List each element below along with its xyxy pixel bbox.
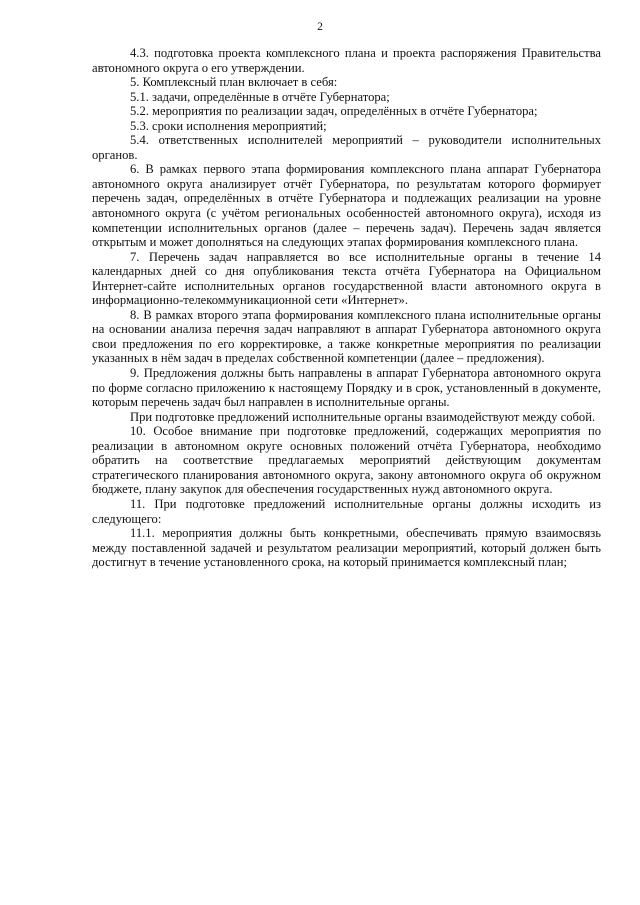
paragraph-7: 7. Перечень задач направляется во все исполнительные органы в течение 14 календарных дней со дня опубликования текста отчёта Губернатора на Официальном Интернет-сайте исполнительных органов государственной власти автономного округа в информационно-телекоммуникационной сети «Интернет». [92,249,601,308]
paragraph-9-note: При подготовке предложений исполнительные органы взаимодействуют между собой. [130,409,596,424]
document-body [92,46,601,570]
paragraph-5-3: 5.3. сроки исполнения мероприятий; [130,118,327,133]
paragraph-6: 6. В рамках первого этапа формирования комплексного плана аппарат Губернатора автономного округа анализирует отчёт Губернатора, по результатам которого формирует перечень задач, определённых в отчёте Губернатора и подлежащих реализации на уровне автономного округа (с учётом региональных особенностей автономного округа), исходя из компетенции исполнительных органов (далее – перечень задач). Перечень задач является открытым и может дополняться на следующих этапах формирования комплексного плана. [92,162,601,250]
paragraph-11: 11. При подготовке предложений исполнительные органы должны исходить из следующего: [92,496,601,526]
paragraph-11-1: 11.1. мероприятия должны быть конкретными, обеспечивать прямую взаимосвязь между поставленной задачей и результатом реализации мероприятий, который должен быть достигнут в течение установленного срока, на который принимается комплексный план; [92,526,601,570]
paragraph-10: 10. Особое внимание при подготовке предложений, содержащих мероприятия по реализации в автономном округе основных положений отчёта Губернатора, необходимо обратить на соответствие предлагаемых мероприятий действующим документам стратегического планирования автономного округа, закону автономного округа об окружном бюджете, плану закупок для обеспечения государственных нужд автономного округа. [92,424,601,497]
paragraph-8: 8. В рамках второго этапа формирования комплексного плана исполнительные органы на основании анализа перечня задач направляют в аппарат Губернатора автономного округа свои предложения по его корректировке, а также конкретные мероприятия по реализации указанных в нём задач в пределах собственной компетенции (далее – предложения). [92,307,601,366]
paragraph-4-3: 4.3. подготовка проекта комплексного плана и проекта распоряжения Правительства автономного округа о его утверждении. [92,46,601,75]
paragraph-5-2: 5.2. мероприятия по реализации задач, определённых в отчёте Губернатора; [130,104,538,119]
page-number: 2 [317,21,323,33]
paragraph-5: 5. Комплексный план включает в себя: [130,75,338,90]
paragraph-5-4: 5.4. ответственных исполнителей мероприятий – руководители исполнительных органов. [92,133,601,162]
paragraph-5-1: 5.1. задачи, определённые в отчёте Губернатора; [130,89,390,104]
paragraph-9: 9. Предложения должны быть направлены в аппарат Губернатора автономного округа по форме согласно приложению к настоящему Порядку и в срок, установленный в документе, которым перечень задач был направлен в исполнительные органы. [92,366,601,410]
